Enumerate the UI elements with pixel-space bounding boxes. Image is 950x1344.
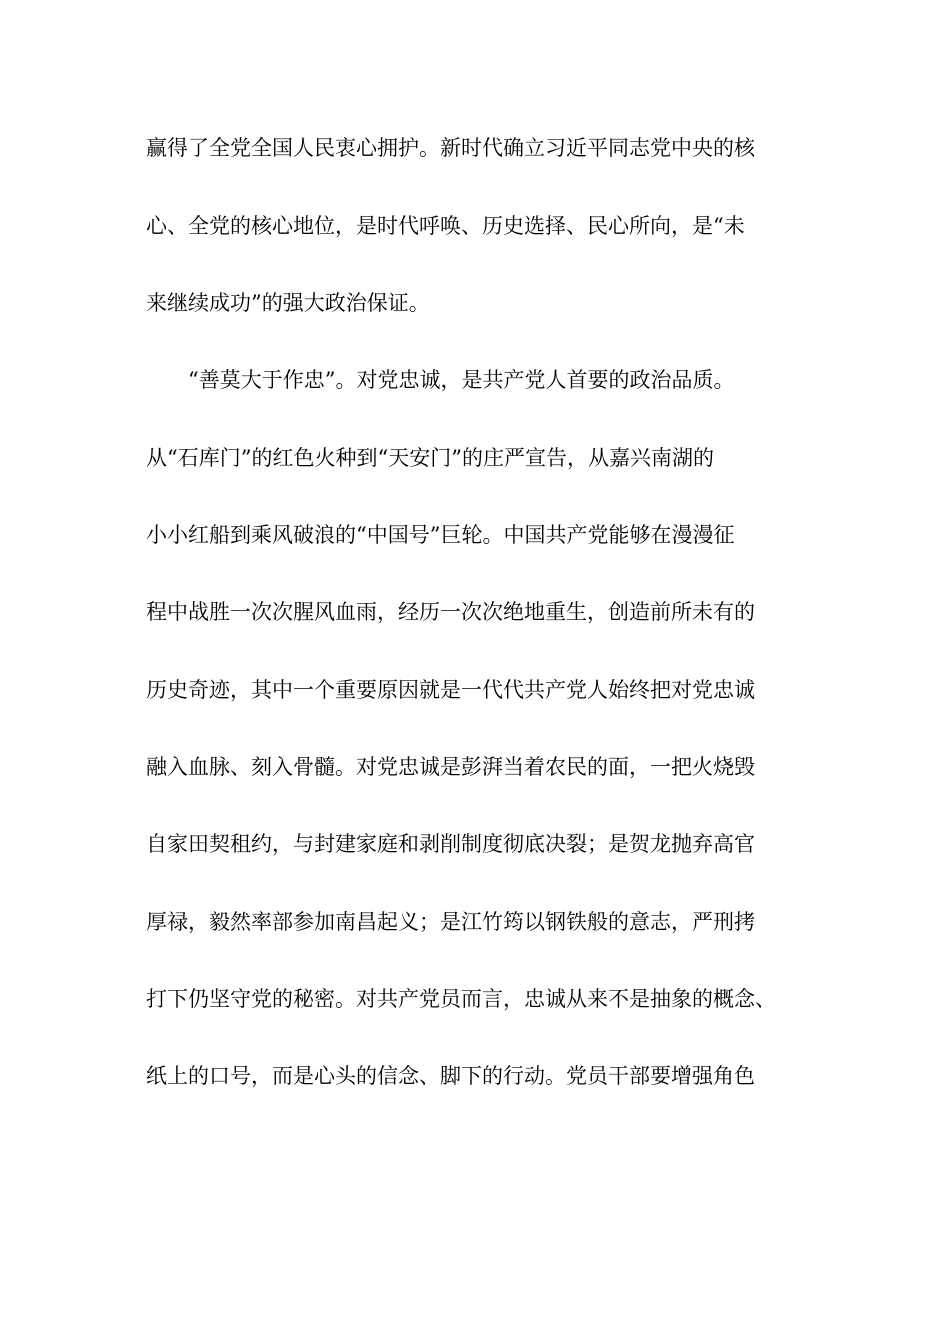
text-line-13: 纸上的口号，而是心头的信念、脚下的行动。党员干部要增强角色	[146, 1064, 755, 1088]
text-line-11: 厚禄，毅然率部参加南昌起义；是江竹筠以钢铁般的意志，严刑拷	[146, 910, 755, 934]
text-line-1: 赢得了全党全国人民衷心拥护。新时代确立习近平同志党中央的核	[146, 136, 755, 160]
text-line-8: 历史奇迹，其中一个重要原因就是一代代共产党人始终把对党忠诚	[146, 678, 755, 702]
text-line-9: 融入血脉、刻入骨髓。对党忠诚是彭湃当着农民的面，一把火烧毁	[146, 755, 755, 779]
text-line-12: 打下仍坚守党的秘密。对共产党员而言，忠诚从来不是抽象的概念、	[146, 987, 776, 1011]
text-line-5: 从“石库门”的红色火种到“天安门”的庄严宣告，从嘉兴南湖的	[146, 446, 714, 470]
text-line-7: 程中战胜一次次腥风血雨，经历一次次绝地重生，创造前所未有的	[146, 600, 755, 624]
text-line-2: 心、全党的核心地位，是时代呼唤、历史选择、民心所向，是“未	[146, 214, 745, 238]
text-line-4: “善莫大于作忠”。对党忠诚，是共产党人首要的政治品质。	[146, 368, 735, 392]
text-line-6: 小小红船到乘风破浪的“中国号”巨轮。中国共产党能够在漫漫征	[146, 523, 735, 547]
text-line-10: 自家田契租约，与封建家庭和剥削制度彻底决裂；是贺龙抛弃高官	[146, 832, 755, 856]
text-line-3: 来继续成功”的强大政治保证。	[146, 291, 430, 315]
